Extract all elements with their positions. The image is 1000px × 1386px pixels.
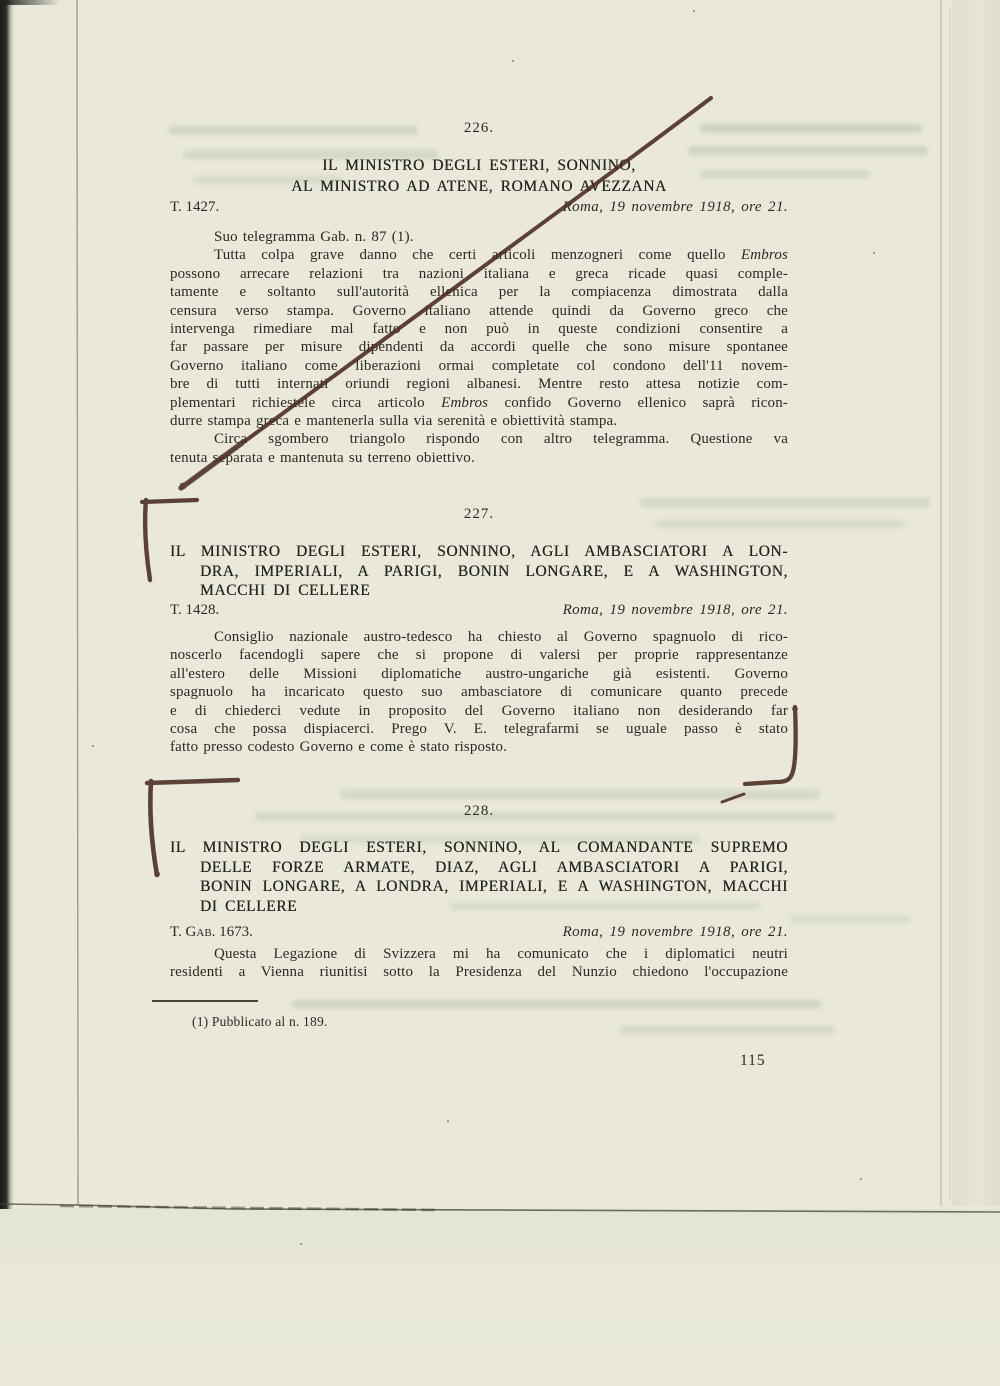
document-heading [170,542,788,601]
text-line: fatto presso codesto Governo e come è stato risposto. [170,739,508,756]
text-line: spagnuolo ha incaricato questo suo ambasciatore di comunicare quanto precede [170,684,788,701]
bleedthrough-smudge [790,916,910,923]
telegram-number: T. Gab. 1673. [170,924,253,940]
page-number: 115 [740,1052,766,1069]
text-line: e di chiederci vedute in proposito del Governo italiano non desiderando far [170,702,788,719]
paper-speck [92,745,94,747]
document-body [170,945,788,982]
text-line: far passare per misure dipendenti da accordi quelle che sono misure spontanee [170,339,788,356]
text-line: AL MINISTRO AD ATENE, ROMANO AVEZZANA [291,178,667,195]
telegram-number: T. 1427. [170,199,220,215]
book-gutter-shadow [0,0,14,1386]
text-line: censura verso stampa. Governo italiano attende quindi da Governo greco che [170,302,788,319]
text-line: all'estero delle Missioni diplomatiche austro-ungariche già esistenti. Governo [170,665,788,682]
scan-top-edge [0,0,60,5]
page-fold-line [77,0,78,1205]
footnote-rule [152,1000,258,1002]
text-line: residenti a Vienna riunitisi sotto la Presidenza del Nunzio chiedono l'occupazione [170,964,788,981]
document-number: 226. [463,120,495,136]
telegram-ref-row [170,924,788,941]
text-line: Tutta colpa grave danno che certi articoli menzogneri come quello Embros [214,247,788,264]
document-heading [170,155,788,197]
telegram-ref-row [170,602,788,619]
dateline: Roma, 19 novembre 1918, ore 21. [562,199,788,215]
document-number: 228. [463,803,495,819]
text-line: Consiglio nazionale austro-tedesco ha chiesto al Governo spagnuolo di rico- [214,629,788,645]
text-line: DELLE FORZE ARMATE, DIAZ, AGLI AMBASCIATORI A PARIGI, [200,858,788,876]
text-line: MACCHI DI CELLERE [200,582,371,599]
page-right-edge-band [952,0,1000,1206]
text-line: cosa che possa dispiacerci. Prego V. E. telegrafarmi se uguale passo è stato [170,721,788,738]
text-line: IL MINISTRO DEGLI ESTERI, SONNINO, AGLI AMBASCIATORI A LON- [170,543,788,560]
telegram-number: T. 1428. [170,602,220,618]
text-line: DI CELLERE [200,897,298,915]
text-line: durre stampa greca e mantenerla sulla via serenità e obiettività stampa. [170,413,618,430]
document-heading [170,838,788,916]
dateline: Roma, 19 novembre 1918, ore 21. [562,602,788,618]
corner-bracket-228-icon [150,781,157,875]
corner-bracket-227-icon [145,500,150,580]
text-line: intervenga rimediare mal fatto e non può in queste condizioni consentire a [170,321,788,338]
text-line: Questa Legazione di Svizzera mi ha comunicato che i diplomatici neutri [214,946,788,962]
document-body [170,228,788,467]
text-line: noscerlo facendogli sapere che si propone di valersi per proprie rappresentanze [170,647,788,664]
text-line: Governo italiano come liberazioni ormai completate col condono dell'11 novem- [170,357,788,374]
footnote: (1) Pubblicato al n. 189. [192,1014,328,1029]
pen-blob [154,871,160,877]
pen-blob [792,706,798,712]
telegram-ref-row [170,199,788,216]
text-line: plementari richiestele circa articolo Embros confido Governo ellenico saprà ricon- [170,394,788,411]
text-line: possono arrecare relazioni tra nazioni italiana e greca ricade quasi comple- [170,265,788,282]
dateline: Roma, 19 novembre 1918, ore 21. [562,924,788,940]
document-body [170,628,788,757]
text-line: DRA, IMPERIALI, A PARIGI, BONIN LONGARE, E A WASHINGTON, [200,562,788,580]
text-line: bre di tutti internati oriundi regioni albanesi. Mentre resto attesa notizie com- [170,376,788,393]
text-line: IL MINISTRO DEGLI ESTERI, SONNINO, [322,157,636,174]
paper-speck [860,1178,862,1180]
paper-speck [873,252,875,254]
text-line: Suo telegramma Gab. n. 87 (1). [214,229,414,245]
text-line: tenuta separata e mantenuta su terreno obiettivo. [170,449,475,466]
text-column [170,0,788,1386]
text-line: Circa sgombero triangolo rispondo con altro telegramma. Questione va [214,431,788,448]
text-line: BONIN LONGARE, A LONDRA, IMPERIALI, E A WASHINGTON, MACCHI [200,878,788,895]
document-number: 227. [463,506,495,522]
text-line: tamente e soltanto sull'autorità ellenica per la compiacenza dimostrata dalla [170,284,788,301]
text-line: IL MINISTRO DEGLI ESTERI, SONNINO, AL COMANDANTE SUPREMO [170,839,788,856]
